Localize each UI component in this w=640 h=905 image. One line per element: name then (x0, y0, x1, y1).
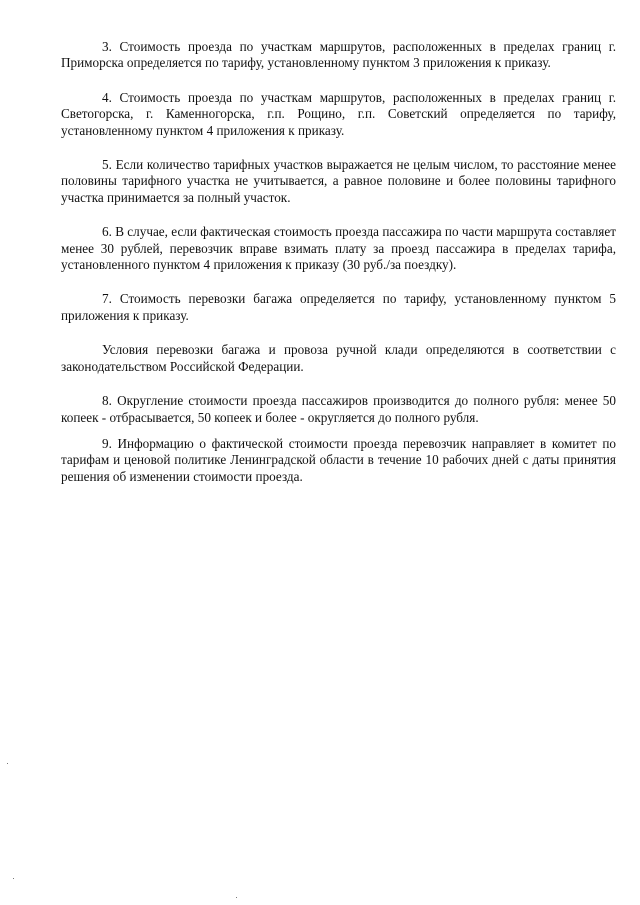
paragraph-7: 7. Стоимость перевозки багажа определяется по тарифу, установленному пунктом 5 приложения к приказу. (61, 291, 616, 323)
paragraph-9: 9. Информацию о фактической стоимости проезда перевозчик направляет в комитет по тарифам и ценовой политике Ленинградской области в течение 10 рабочих дней с даты принятия решения об изменении стоимости проезда. (61, 435, 616, 484)
paragraph-5: 5. Если количество тарифных участков выражается не целым числом, то расстояние менее половины тарифного участка не учитывается, а равное половине и более половины тарифного участка принимается за полный участок. (61, 157, 616, 205)
paragraph-6: 6. В случае, если фактическая стоимость проезда пассажира по части маршрута составляет менее 30 рублей, перевозчик вправе взимать плату за проезд пассажира в пределах тарифа, установленного пунктом 4 приложения к приказу (30 руб./за поездку). (61, 224, 616, 273)
scan-speck (236, 897, 237, 898)
scan-speck (7, 763, 8, 764)
scan-speck (13, 878, 14, 879)
document-body (61, 39, 616, 503)
paragraph-8: 8. Округление стоимости проезда пассажиров производится до полного рубля: менее 50 копеек - отбрасывается, 50 копеек и более - округляется до полного рубля. (61, 393, 616, 425)
paragraph-baggage-conditions: Условия перевозки багажа и провоза ручной клади определяются в соответствии с законодательством Российской Федерации. (61, 342, 616, 374)
paragraph-4: 4. Стоимость проезда по участкам маршрутов, расположенных в пределах границ г. Светогорска, г. Каменногорска, г.п. Рощино, г.п. Советский определяется по тарифу, установленному пунктом 4 приложения к приказу. (61, 89, 616, 138)
paragraph-3: 3. Стоимость проезда по участкам маршрутов, расположенных в пределах границ г. Приморска определяется по тарифу, установленному пунктом 3 приложения к приказу. (61, 39, 616, 71)
